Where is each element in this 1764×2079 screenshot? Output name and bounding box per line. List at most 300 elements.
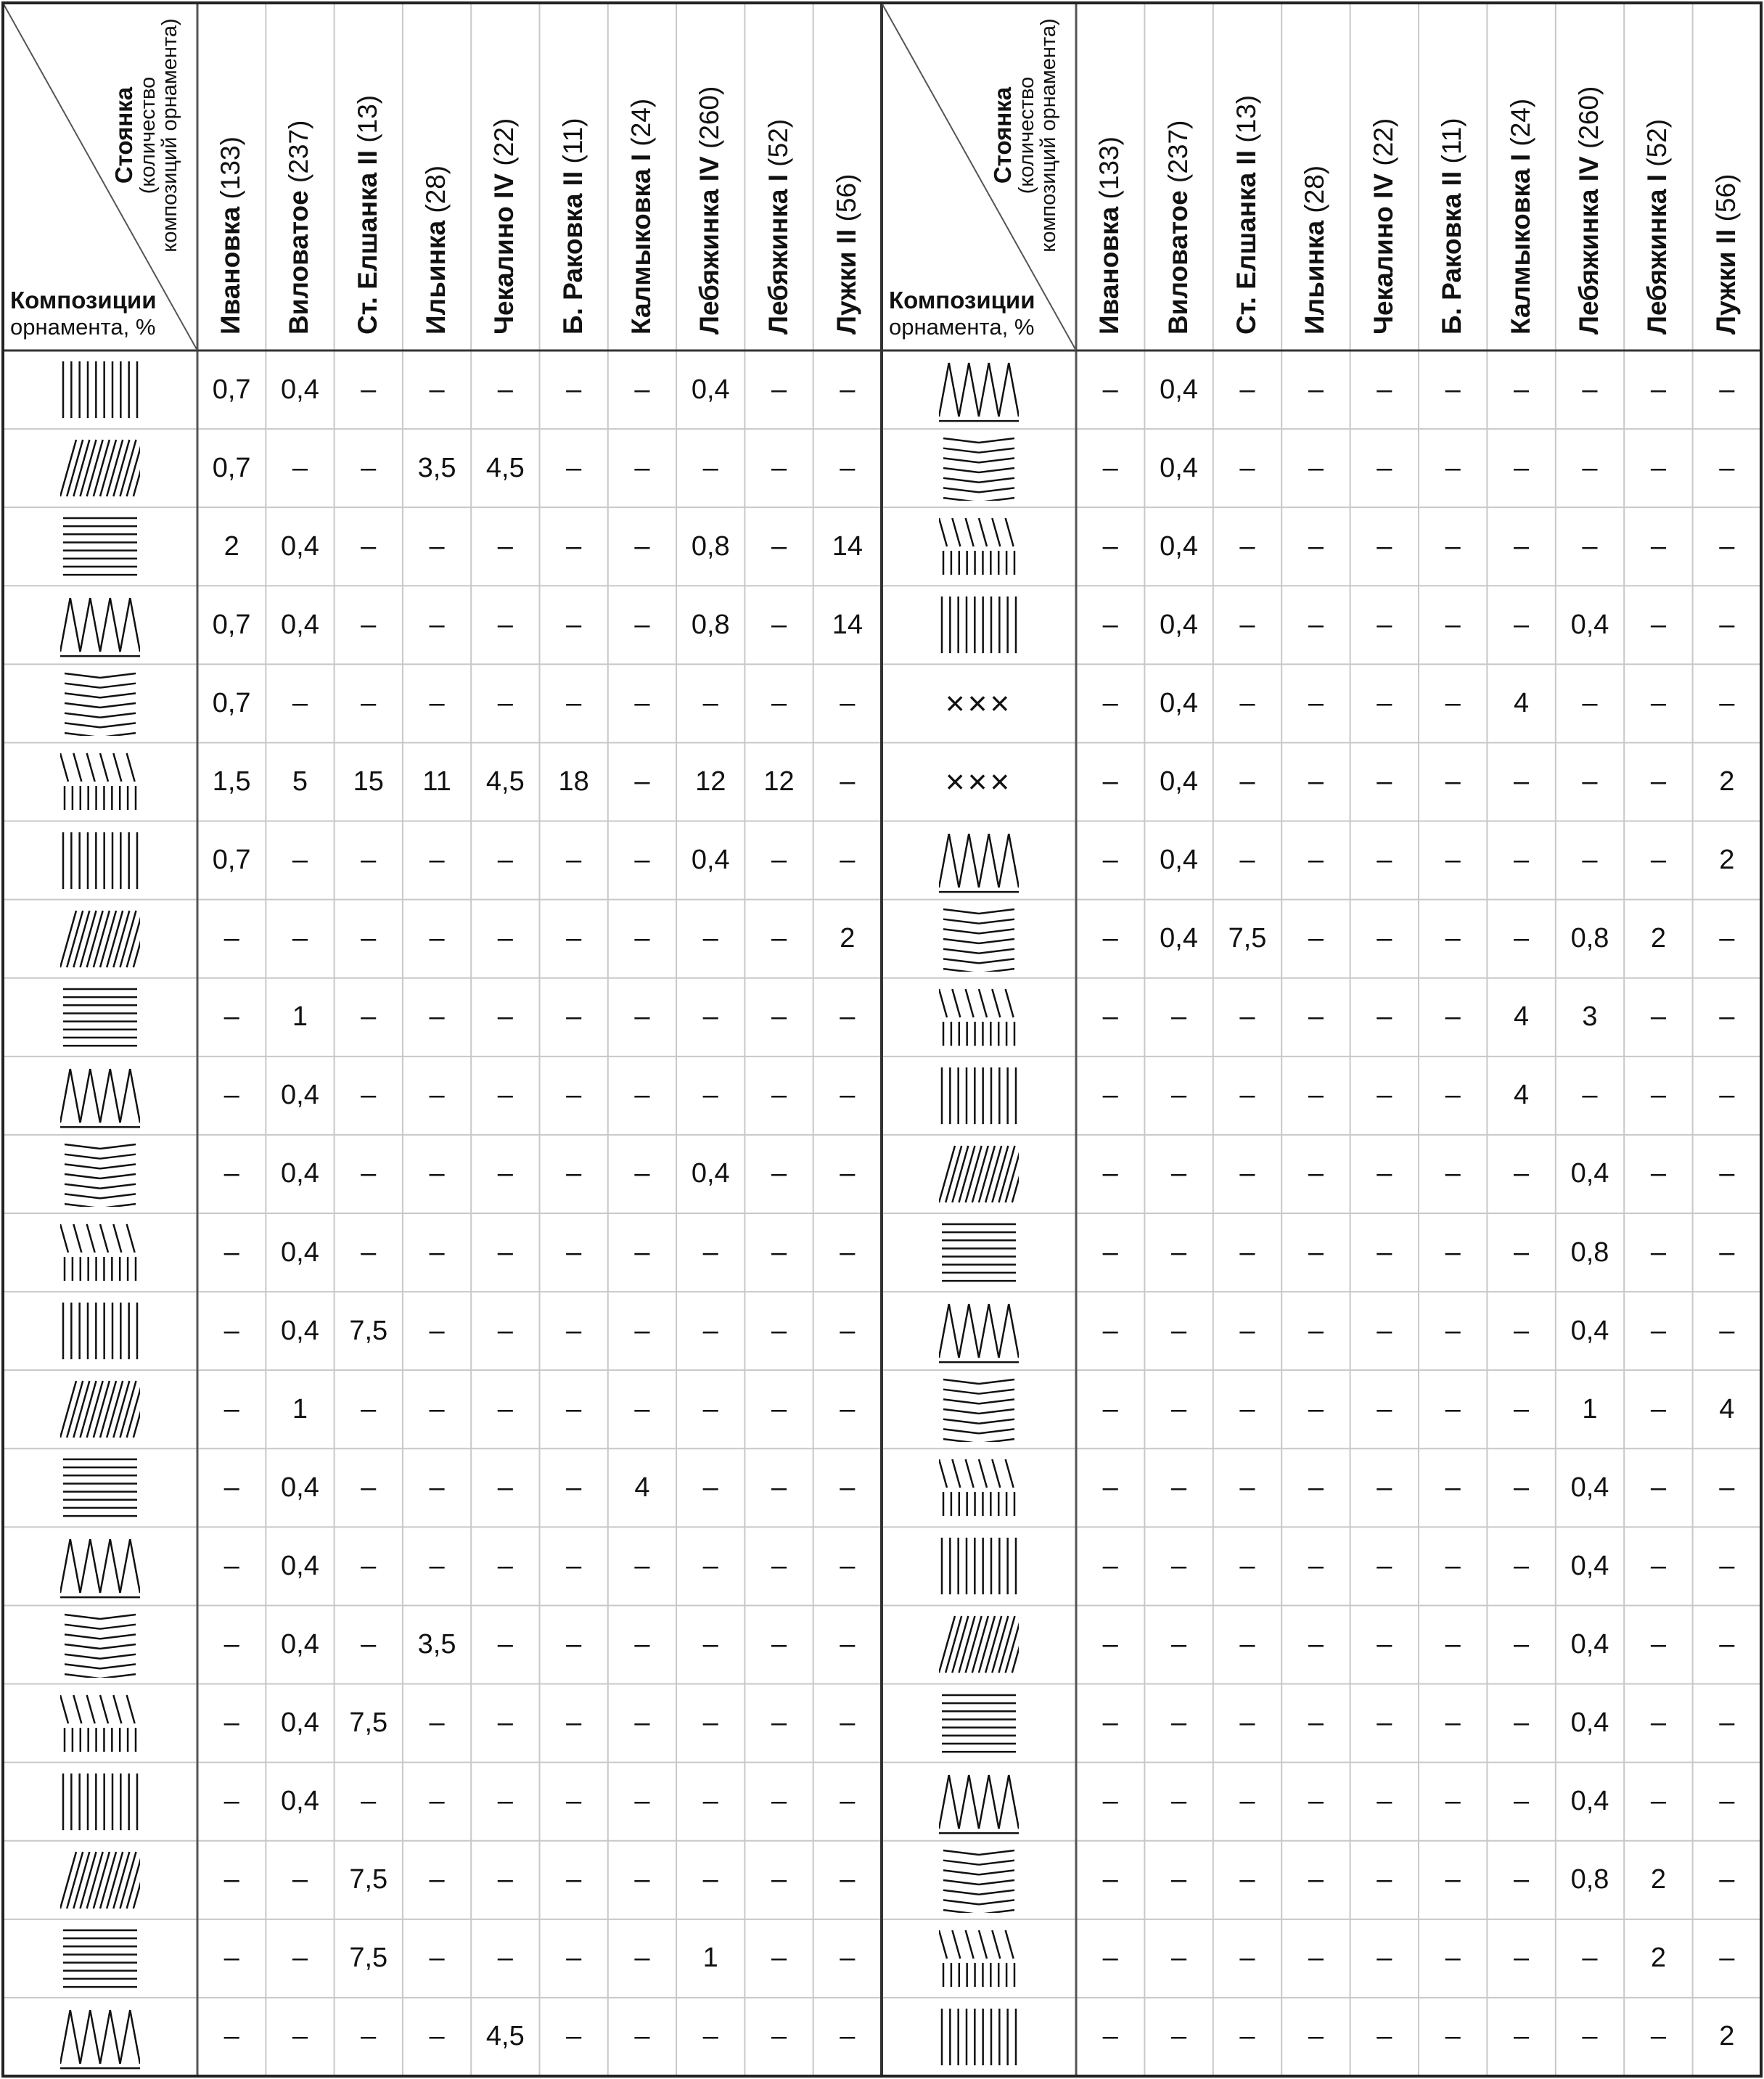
- table-cell: –: [1102, 923, 1118, 954]
- table-cell: –: [1377, 687, 1392, 718]
- table-cell: 0,4: [1160, 766, 1198, 797]
- table-cell: –: [497, 1550, 513, 1581]
- table-cell: –: [1445, 1550, 1461, 1581]
- table-cell: –: [497, 374, 513, 405]
- table-cell: –: [223, 1080, 239, 1111]
- site-header: [1281, 3, 1350, 350]
- ticks-dashes-layers-icon: [882, 1841, 1076, 1919]
- table-cell: –: [361, 1550, 377, 1581]
- table-cell: –: [429, 1393, 445, 1424]
- table-cell: 4: [1719, 1393, 1735, 1424]
- table-cell: –: [1445, 374, 1461, 405]
- table-cell: –: [1239, 1315, 1255, 1346]
- table-cell: –: [1582, 845, 1598, 876]
- table-cell: –: [1377, 1393, 1392, 1424]
- table-cell: 0,4: [1570, 1550, 1609, 1581]
- table-cell: 0,4: [691, 845, 730, 876]
- table-cell: –: [1308, 1786, 1324, 1817]
- table-cell: –: [566, 609, 582, 640]
- corner-site-sub: (количество: [1014, 76, 1038, 194]
- table-cell: –: [634, 2021, 650, 2052]
- site-header-label: [832, 174, 862, 335]
- lines-with-zigzag-icon: [3, 1213, 197, 1292]
- chevron-hatch-icon-drawing: [939, 1063, 1019, 1128]
- table-cell: –: [1445, 530, 1461, 562]
- table-cell: –: [497, 1707, 513, 1739]
- table-cell: –: [1582, 1080, 1598, 1111]
- cross-hatched-grid-icon: [882, 1527, 1076, 1605]
- table-cell: –: [566, 1237, 582, 1268]
- table-cell: –: [702, 1237, 718, 1268]
- table-cell: –: [1239, 1393, 1255, 1424]
- ticks-over-hatch-icon: [882, 1448, 1076, 1527]
- hatched-blocks-icon: [3, 664, 197, 742]
- table-cell: –: [429, 1550, 445, 1581]
- table-cell: –: [1102, 1550, 1118, 1581]
- site-header: [1350, 3, 1419, 350]
- table-cell: –: [1102, 1628, 1118, 1660]
- table-cell: –: [840, 1315, 856, 1346]
- zigzag-hatched-square-icon: [3, 1527, 197, 1605]
- ticks-dashes-layers-icon-drawing: [939, 1848, 1019, 1913]
- table-cell: –: [1445, 1472, 1461, 1503]
- herringbone-icon-drawing: [60, 828, 140, 893]
- vertical-line-groups-icon-drawing: [939, 906, 1019, 972]
- table-cell: –: [1102, 1158, 1118, 1189]
- table-cell: –: [771, 609, 787, 640]
- table-cell: –: [1650, 1550, 1666, 1581]
- site-name: Лебяжинка I: [1642, 174, 1673, 335]
- table-cell: –: [840, 1628, 856, 1660]
- table-cell: –: [840, 1237, 856, 1268]
- corner-composition-title: Композиции: [889, 287, 1035, 313]
- table-cell: –: [840, 1001, 856, 1033]
- table-cell: –: [1719, 609, 1735, 640]
- table-cell: –: [223, 1237, 239, 1268]
- table-cell: –: [497, 1001, 513, 1033]
- table-cell: 4: [1514, 1001, 1530, 1033]
- site-header: [1693, 3, 1761, 350]
- table-cell: –: [1239, 1864, 1255, 1895]
- arrow-chevrons-icon: [882, 1684, 1076, 1763]
- table-cell: 2: [1650, 1864, 1666, 1895]
- site-count: (133): [216, 136, 246, 207]
- table-cell: –: [1377, 452, 1392, 483]
- table-cell: 2: [1719, 845, 1735, 876]
- table-cell: –: [223, 1943, 239, 1974]
- table-cell: 1: [292, 1393, 308, 1424]
- table-cell: –: [634, 1786, 650, 1817]
- slanted-bundles-icon-drawing: [939, 357, 1019, 422]
- site-count: (28): [1300, 165, 1330, 221]
- table-cell: –: [634, 1550, 650, 1581]
- lines-and-arcs-icon: [3, 586, 197, 664]
- table-cell: –: [702, 687, 718, 718]
- table-cell: –: [361, 374, 377, 405]
- table-cell: –: [497, 1786, 513, 1817]
- table-cell: –: [1719, 374, 1735, 405]
- table-cell: 2: [1650, 923, 1666, 954]
- table-cell: –: [429, 923, 445, 954]
- table-cell: –: [497, 1472, 513, 1503]
- table-cell: –: [1171, 1550, 1187, 1581]
- table-cell: –: [1377, 1080, 1392, 1111]
- crosses-over-hatch-icon: [882, 742, 1076, 821]
- table-cell: –: [1102, 1080, 1118, 1111]
- site-header-label: [1574, 86, 1604, 335]
- table-cell: 0,4: [281, 1158, 319, 1189]
- triple-chevron-motif-icon-drawing: [60, 514, 140, 579]
- table-cell: 0,4: [1570, 1628, 1609, 1660]
- table-cell: –: [1308, 1707, 1324, 1739]
- table-cell: –: [1102, 452, 1118, 483]
- table-cell: –: [566, 452, 582, 483]
- table-cell: –: [1308, 1080, 1324, 1111]
- table-cell: –: [771, 1472, 787, 1503]
- lattice-band-icon: [882, 1919, 1076, 1998]
- table-cell: –: [1239, 845, 1255, 876]
- site-count: (260): [1573, 86, 1604, 157]
- table-cell: –: [634, 1158, 650, 1189]
- table-cell: –: [1377, 609, 1392, 640]
- table-cell: –: [223, 1786, 239, 1817]
- lines-and-arcs-icon-drawing: [60, 592, 140, 657]
- table-cell: –: [840, 1472, 856, 1503]
- table-cell: –: [634, 1864, 650, 1895]
- table-cell: 0,4: [281, 1786, 319, 1817]
- table-cell: 0,4: [1570, 609, 1609, 640]
- crosses-and-lines-icon-drawing: [60, 1848, 140, 1913]
- table-cell: –: [1719, 1943, 1735, 1974]
- table-cell: –: [1445, 687, 1461, 718]
- table-cell: –: [429, 1001, 445, 1033]
- table-cell: –: [1445, 1158, 1461, 1189]
- ticks-over-dashes-icon-drawing: [939, 1769, 1019, 1834]
- site-name: Ильинка: [421, 220, 451, 335]
- table-cell: –: [634, 609, 650, 640]
- table-cell: –: [1719, 1550, 1735, 1581]
- table-cell: –: [1102, 530, 1118, 562]
- table-cell: –: [1308, 1158, 1324, 1189]
- table-cell: –: [1650, 1707, 1666, 1739]
- hatched-frieze-icon-drawing: [60, 435, 140, 501]
- table-cell: –: [1171, 1393, 1187, 1424]
- table-cell: –: [702, 1628, 718, 1660]
- site-name: Калмыковка I: [625, 153, 656, 335]
- table-cell: –: [1377, 1707, 1392, 1739]
- table-cell: –: [361, 1158, 377, 1189]
- table-cell: –: [634, 923, 650, 954]
- table-cell: –: [1719, 923, 1735, 954]
- site-name: Ильинка: [1300, 220, 1330, 335]
- table-cell: –: [1171, 1158, 1187, 1189]
- table-cell: –: [1239, 766, 1255, 797]
- site-header: [1076, 3, 1144, 350]
- table-cell: –: [1582, 766, 1598, 797]
- table-cell: –: [1239, 1158, 1255, 1189]
- table-cell: –: [429, 1707, 445, 1739]
- table-cell: –: [1582, 530, 1598, 562]
- vertical-ticks-rows-icon: [3, 742, 197, 821]
- table-cell: –: [361, 1472, 377, 1503]
- table-cell: –: [429, 1864, 445, 1895]
- hatch-with-chevron-icon-drawing: [60, 1298, 140, 1364]
- table-cell: 1: [1582, 1393, 1598, 1424]
- table-cell: –: [1377, 1237, 1392, 1268]
- table-cell: 11: [422, 766, 451, 797]
- table-cell: –: [702, 452, 718, 483]
- table-cell: –: [1445, 1943, 1461, 1974]
- table-cell: –: [1171, 1943, 1187, 1974]
- hatched-blocks-icon-drawing: [60, 671, 140, 736]
- table-cell: 5: [292, 766, 308, 797]
- ticks-over-hatch-icon-drawing: [939, 1455, 1019, 1520]
- table-cell: –: [429, 1472, 445, 1503]
- table-cell: 0,8: [1570, 1864, 1609, 1895]
- table-cell: –: [840, 1943, 856, 1974]
- lattice-band-icon-drawing: [939, 1926, 1019, 1991]
- table-cell: –: [1308, 845, 1324, 876]
- site-count: (24): [1505, 98, 1535, 154]
- site-header: [197, 3, 266, 350]
- zigzag-bands-icon: [3, 350, 197, 429]
- table-cell: –: [566, 1628, 582, 1660]
- site-name: Лебяжинка IV: [694, 156, 725, 335]
- table-cell: 0,4: [1570, 1472, 1609, 1503]
- table-cell: –: [361, 609, 377, 640]
- table-cell: –: [223, 2021, 239, 2052]
- table-cell: –: [1308, 2021, 1324, 2052]
- site-header-label: [1711, 174, 1742, 335]
- table-cell: –: [1650, 1080, 1666, 1111]
- table-cell: –: [361, 845, 377, 876]
- table-cell: 7,5: [1228, 923, 1267, 954]
- table-cell: –: [1582, 687, 1598, 718]
- table-cell: 4: [1514, 687, 1530, 718]
- table-cell: 0,4: [281, 374, 319, 405]
- triangle-in-lines-icon: [3, 1998, 197, 2076]
- table-cell: –: [361, 2021, 377, 2052]
- table-cell: –: [840, 687, 856, 718]
- table-cell: –: [1445, 1393, 1461, 1424]
- table-cell: –: [1171, 1628, 1187, 1660]
- table-cell: –: [634, 1315, 650, 1346]
- table-cell: –: [1377, 1550, 1392, 1581]
- hatched-triangle-band-icon: [882, 1213, 1076, 1292]
- site-header: [1624, 3, 1692, 350]
- table-cell: –: [566, 2021, 582, 2052]
- table-cell: –: [702, 1001, 718, 1033]
- table-cell: –: [566, 1550, 582, 1581]
- table-cell: –: [634, 374, 650, 405]
- site-name: Виловатое: [1162, 190, 1193, 335]
- table-cell: –: [1308, 530, 1324, 562]
- site-header-label: [1506, 99, 1536, 335]
- site-count: (52): [1642, 118, 1673, 174]
- table-cell: –: [1171, 1315, 1187, 1346]
- table-cell: –: [771, 1707, 787, 1739]
- table-cell: –: [702, 1786, 718, 1817]
- table-cell: –: [1308, 687, 1324, 718]
- three-crosses-icon: [882, 664, 1076, 742]
- table-cell: –: [1239, 1237, 1255, 1268]
- table-cell: –: [429, 1943, 445, 1974]
- table-cell: 4,5: [485, 452, 525, 483]
- site-header-label: [216, 136, 246, 335]
- table-cell: –: [771, 2021, 787, 2052]
- table-cell: 2: [223, 530, 239, 562]
- table-cell: –: [429, 530, 445, 562]
- table-cell: –: [1377, 2021, 1392, 2052]
- table-cell: –: [1377, 1315, 1392, 1346]
- table-cell: –: [1377, 1864, 1392, 1895]
- table-cell: 0,4: [281, 530, 319, 562]
- corner-site-sub: композиций орнамента): [1037, 18, 1061, 253]
- table-cell: 1: [292, 1001, 308, 1033]
- table-cell: –: [1102, 609, 1118, 640]
- table-cell: –: [771, 1864, 787, 1895]
- corner-composition-title: Композиции: [10, 287, 157, 313]
- horizontal-vertical-lines-icon: [3, 1370, 197, 1448]
- table-cell: –: [497, 1943, 513, 1974]
- table-cell: –: [634, 1943, 650, 1974]
- table-cell: 0,4: [691, 374, 730, 405]
- table-cell: –: [1445, 609, 1461, 640]
- table-cell: –: [1308, 1550, 1324, 1581]
- table-cell: –: [1514, 530, 1530, 562]
- table-cell: –: [1514, 923, 1530, 954]
- table-cell: –: [840, 1864, 856, 1895]
- site-header: [471, 3, 539, 350]
- table-cell: –: [566, 687, 582, 718]
- mirrored-glyph-icon-drawing: [939, 1377, 1019, 1442]
- table-cell: –: [566, 1393, 582, 1424]
- table-cell: 0,4: [281, 1550, 319, 1581]
- table-cell: –: [634, 530, 650, 562]
- lines-with-hatch-band-icon-drawing: [939, 1612, 1019, 1677]
- table-cell: 7,5: [349, 1943, 388, 1974]
- table-cell: –: [1650, 687, 1666, 718]
- site-count: (13): [352, 94, 382, 150]
- arrow-chevrons-icon-drawing: [939, 1691, 1019, 1756]
- table-cell: –: [497, 1158, 513, 1189]
- table-cell: 12: [695, 766, 726, 797]
- table-cell: –: [771, 1628, 787, 1660]
- cross-hatched-grid-icon-drawing: [939, 1533, 1019, 1599]
- table-cell: –: [702, 923, 718, 954]
- table-cell: 2: [1719, 766, 1735, 797]
- table-cell: –: [771, 1001, 787, 1033]
- table-cell: –: [1377, 1943, 1392, 1974]
- table-cell: –: [771, 1080, 787, 1111]
- table-cell: 7,5: [349, 1707, 388, 1739]
- table-cell: –: [1377, 1001, 1392, 1033]
- table-cell: 4,5: [485, 766, 525, 797]
- site-header-label: [284, 120, 314, 335]
- table-cell: –: [497, 1315, 513, 1346]
- corner-site-label: [882, 3, 1076, 279]
- site-name: Ст. Елшанка II: [1231, 149, 1261, 335]
- site-header: [266, 3, 334, 350]
- table-cell: –: [497, 1393, 513, 1424]
- angle-lines-icon-drawing: [60, 1455, 140, 1520]
- table-cell: –: [1102, 2021, 1118, 2052]
- herringbone-icon: [3, 821, 197, 900]
- table-cell: –: [1239, 530, 1255, 562]
- table-cell: –: [840, 1393, 856, 1424]
- table-cell: 0,7: [212, 687, 251, 718]
- table-cell: –: [566, 1943, 582, 1974]
- table-cell: –: [566, 374, 582, 405]
- table-cell: –: [223, 1393, 239, 1424]
- table-cell: –: [1308, 452, 1324, 483]
- table-cell: 2: [1650, 1943, 1666, 1974]
- table-cell: –: [1514, 845, 1530, 876]
- corner-site-sub: композиций орнамента): [158, 18, 182, 253]
- table-cell: –: [1514, 1393, 1530, 1424]
- table-cell: –: [566, 1786, 582, 1817]
- table-cell: –: [634, 1001, 650, 1033]
- table-cell: –: [771, 1237, 787, 1268]
- mirrored-glyph-icon: [882, 1370, 1076, 1448]
- table-cell: 0,4: [281, 1080, 319, 1111]
- table-cell: 2: [1719, 2021, 1735, 2052]
- table-cell: –: [429, 1315, 445, 1346]
- table-cell: –: [1514, 766, 1530, 797]
- table-cell: –: [840, 452, 856, 483]
- table-cell: –: [1308, 1864, 1324, 1895]
- table-cell: 0,7: [212, 374, 251, 405]
- table-cell: 0,4: [281, 1707, 319, 1739]
- table-cell: –: [223, 1315, 239, 1346]
- table-cell: –: [361, 1628, 377, 1660]
- table-cell: –: [429, 687, 445, 718]
- table-cell: –: [1650, 1001, 1666, 1033]
- diagonal-stripes-icon-drawing: [939, 828, 1019, 893]
- table-cell: –: [1377, 1158, 1392, 1189]
- table-cell: –: [566, 923, 582, 954]
- table-cell: –: [566, 845, 582, 876]
- table-cell: –: [429, 845, 445, 876]
- table-cell: 4,5: [485, 2021, 525, 2052]
- table-cell: –: [497, 530, 513, 562]
- triangle-in-lines-icon-drawing: [60, 2004, 140, 2070]
- stacked-hatch-icon: [3, 1135, 197, 1213]
- scattered-dashes-icon: [882, 1292, 1076, 1370]
- table-cell: –: [566, 1080, 582, 1111]
- table-cell: –: [840, 1080, 856, 1111]
- table-cell: –: [1308, 374, 1324, 405]
- table-cell: –: [634, 845, 650, 876]
- table-cell: –: [840, 1786, 856, 1817]
- table-cell: 0,7: [212, 845, 251, 876]
- table-cell: 0,4: [1160, 687, 1198, 718]
- site-header-label: [626, 99, 657, 335]
- table-cell: –: [1650, 1628, 1666, 1660]
- table-cell: –: [1102, 766, 1118, 797]
- site-header-label: [489, 118, 520, 335]
- site-header: [540, 3, 608, 350]
- triple-chevron-motif-icon: [3, 507, 197, 586]
- table-cell: –: [634, 687, 650, 718]
- table-cell: –: [634, 1628, 650, 1660]
- table-cell: –: [1514, 1864, 1530, 1895]
- site-name: Чекалино IV: [1368, 173, 1398, 335]
- table-cell: –: [1650, 1315, 1666, 1346]
- stacked-hatch-icon-drawing: [60, 1141, 140, 1207]
- diagonal-stripes-icon: [882, 821, 1076, 900]
- table-cell: –: [634, 1237, 650, 1268]
